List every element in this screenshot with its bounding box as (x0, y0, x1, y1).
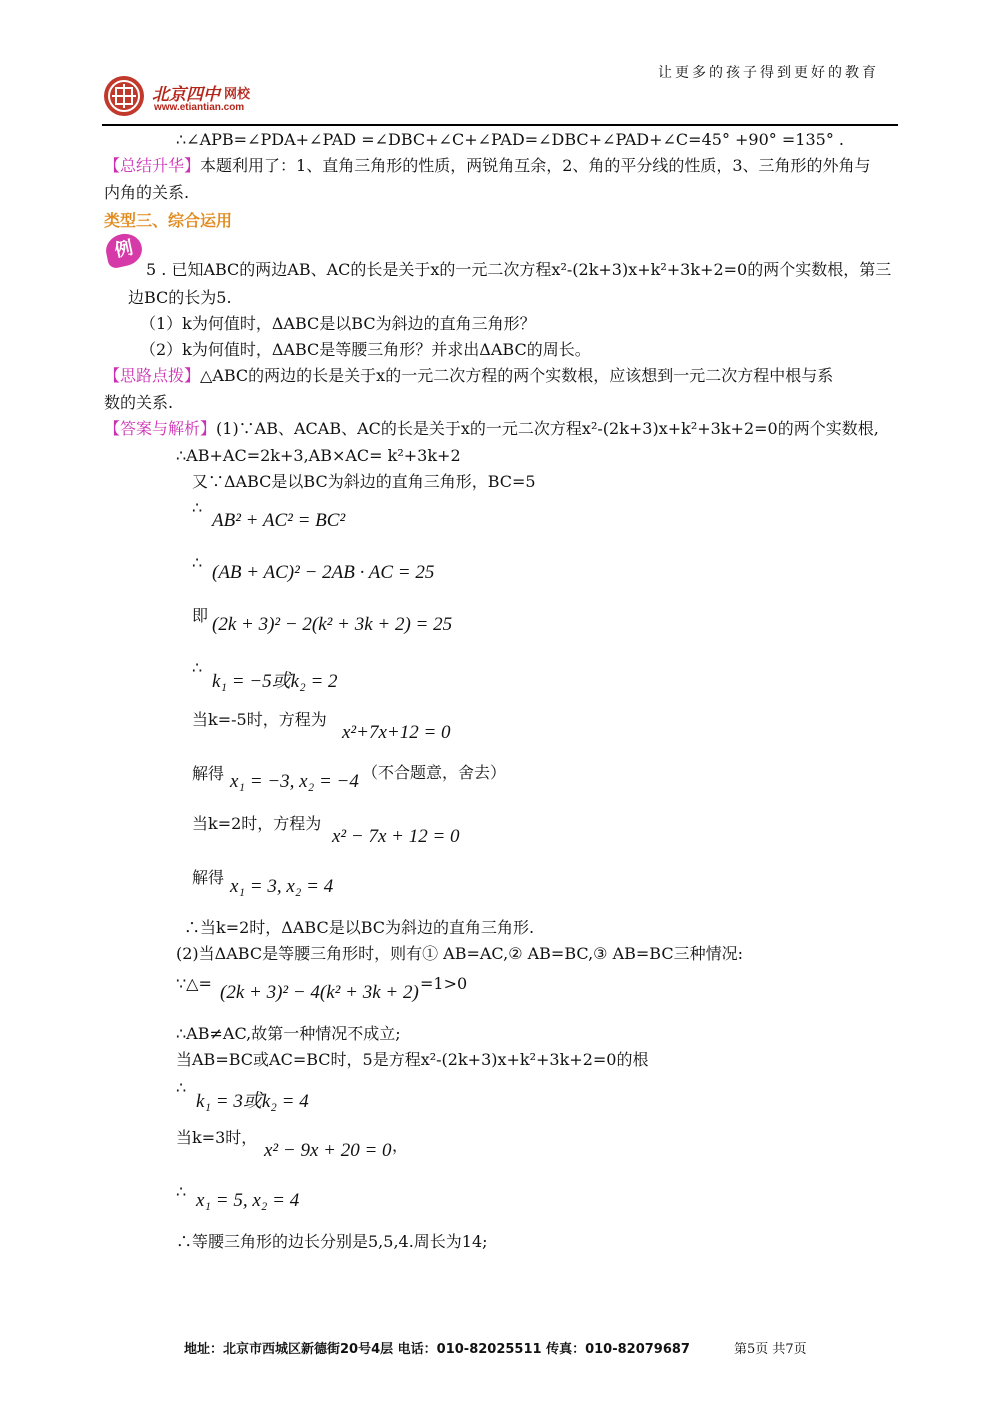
example-badge-label: 例 (112, 237, 135, 262)
question-sub-2: （2）k为何值时，ΔABC是等腰三角形？并求出ΔABC的周长。 (140, 340, 591, 359)
hint-tag: 【思路点拨】 (104, 366, 201, 385)
when-k-3: 当k=3时， (176, 1128, 258, 1147)
formula-discriminant: (2k + 3)² − 4(k² + 3k + 2) (220, 982, 419, 1003)
section-title: 类型三、综合运用 (104, 211, 233, 230)
formula-roots-3: x₁ = 5, x₂ = 4 (196, 1190, 300, 1211)
answer-tag: 【答案与解析】 (104, 419, 217, 438)
answer (104, 419, 879, 439)
jiede-label: 解得 (192, 764, 225, 783)
header-slogan: 让更多的孩子得到更好的教育 (658, 65, 879, 81)
formula-roots-neg: x₁ = −3, x₂ = −4 (230, 771, 359, 792)
when-k-neg5: 当k=-5时，方程为 (192, 710, 327, 729)
jiede-label: 解得 (192, 868, 225, 887)
question-sub-1: （1）k为何值时，ΔABC是以BC为斜边的直角三角形？ (140, 314, 536, 333)
formula-eq-neg5: x²+7x+12 = 0 (342, 722, 451, 743)
angle-line: ∴∠APB=∠PDA+∠PAD =∠DBC+∠C+∠PAD=∠DBC+∠PAD+∠C=45° +90° =135° . (176, 130, 844, 149)
conclusion-1: ∴当k=2时，ΔABC是以BC为斜边的直角三角形. (184, 918, 535, 937)
therefore-symbol: ∴ (176, 1078, 187, 1097)
when-k-2: 当k=2时，方程为 (192, 814, 322, 833)
summary-text-2: 内角的关系. (104, 183, 190, 202)
question-line-1: 5 . 已知ABC的两边AB、AC的长是关于x的一元二次方程x²-(2k+3)x+k²+3k+2=0的两个实数根，第三 (146, 260, 892, 279)
therefore-symbol: ∴ (192, 553, 203, 572)
formula-eq-2: x² − 7x + 12 = 0 (332, 826, 460, 847)
formula-k-equation: (2k + 3)² − 2(k² + 3k + 2) = 25 (212, 614, 453, 635)
therefore-symbol: ∴ (192, 498, 203, 517)
header-rule (102, 124, 898, 126)
step-right-triangle: 又∵ΔABC是以BC为斜边的直角三角形，BC=5 (192, 472, 536, 491)
hint (104, 366, 833, 386)
formula-roots-pos: x₁ = 3, x₂ = 4 (230, 876, 334, 897)
part-2-root: 当AB=BC或AC=BC时，5是方程x²-(2k+3)x+k²+3k+2=0的根 (176, 1050, 649, 1069)
part-2-intro: (2)当ΔABC是等腰三角形时，则有① AB=AC,② AB=BC,③ AB=BC三种情况: (176, 944, 743, 963)
formula-k-values: k₁ = 3或k₂ = 4 (196, 1091, 309, 1112)
footer-address: 地址：北京市西城区新德街20号4层 电话：010-82025511 传真：010-82079687 (184, 1342, 690, 1357)
therefore-symbol: ∴ (176, 1182, 187, 1201)
hint-text: △ABC的两边的长是关于x的一元二次方程的两个实数根，应该想到一元二次方程中根与系 (200, 366, 834, 385)
answer-text: (1)∵AB、ACAB、AC的长是关于x的一元二次方程x²-(2k+3)x+k²+3k+2=0的两个实数根, (216, 419, 879, 438)
final-conclusion: ∴等腰三角形的边长分别是5,5,4.周长为14; (176, 1232, 488, 1251)
formula-eq-3-comma: ， (392, 1136, 409, 1155)
ji-label: 即 (192, 606, 209, 625)
ab-neq-ac: ∴AB≠AC,故第一种情况不成立; (176, 1024, 401, 1043)
question-line-2: 边BC的长为5. (128, 288, 232, 307)
hint-text-2: 数的关系. (104, 393, 174, 412)
logo-url: www.etiantian.com (154, 102, 245, 113)
logo-emblem-icon (102, 74, 146, 118)
logo (102, 74, 282, 120)
formula-eq-3: x² − 9x + 20 = 0 (264, 1140, 392, 1161)
footer-page: 第5页 共7页 (734, 1342, 807, 1357)
summary-text: 本题利用了：1、直角三角形的性质，两锐角互余，2、角的平分线的性质，3、三角形的外角与 (200, 156, 871, 175)
logo-suffix: 网校 (224, 87, 251, 102)
formula-pythagoras: AB² + AC² = BC² (212, 510, 346, 531)
summary-tag: 【总结升华】 (104, 156, 201, 175)
summary (104, 156, 871, 176)
therefore-symbol: ∴ (192, 658, 203, 677)
formula-expand: (AB + AC)² − 2AB · AC = 25 (212, 562, 435, 583)
formula-k-roots: k₁ = −5或k₂ = 2 (212, 671, 338, 692)
logo-name: 北京四中 (152, 85, 220, 105)
discriminant-value: =1>0 (420, 974, 468, 993)
since-delta: ∵△= (176, 974, 212, 993)
example-badge (103, 231, 145, 270)
reject-note: （不合题意，舍去） (362, 763, 507, 782)
step-sum-product: ∴AB+AC=2k+3,AB×AC= k²+3k+2 (176, 446, 461, 465)
